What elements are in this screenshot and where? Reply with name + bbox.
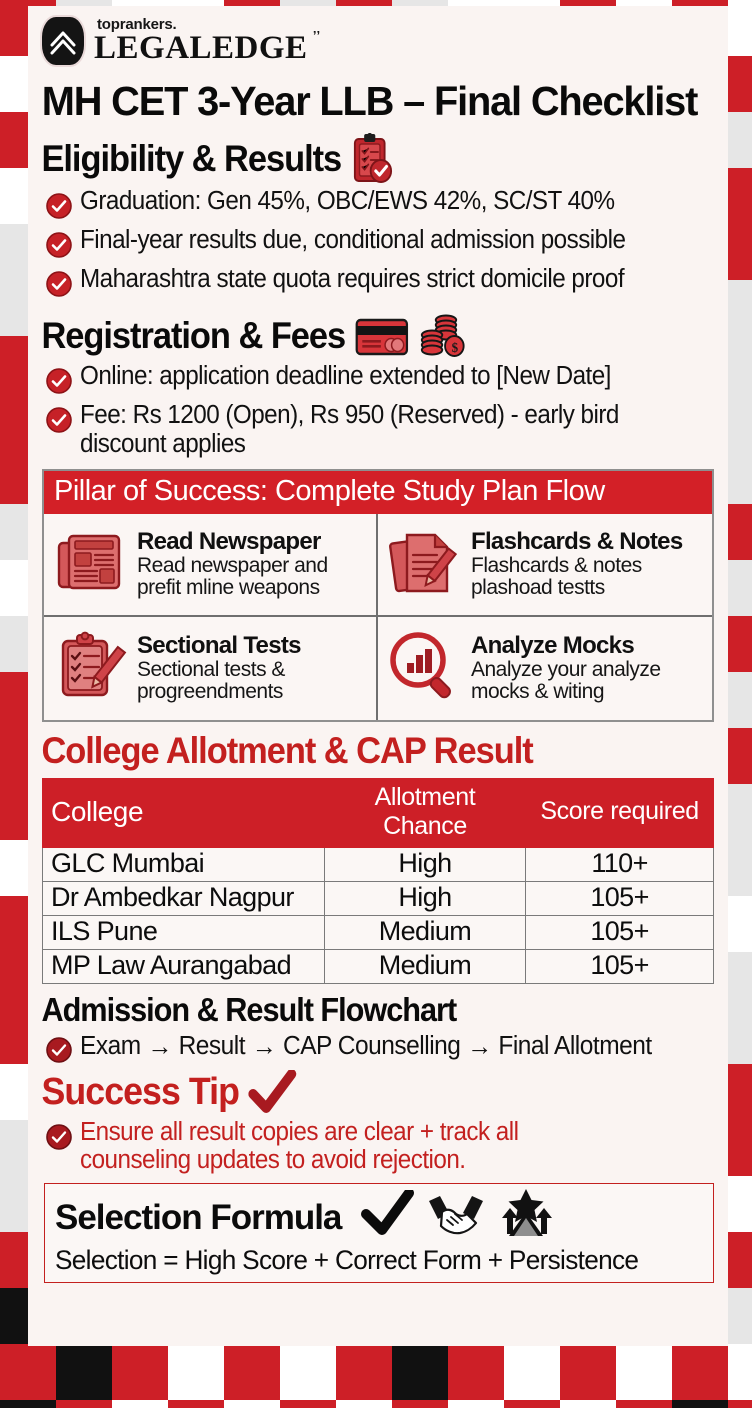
checker-tile [56,1344,112,1400]
checker-tile [728,784,752,840]
newspaper-icon [53,525,127,604]
selection-formula-equation: Selection = High Score + Correct Form + Persistence [55,1245,639,1276]
checker-tile [560,1400,616,1408]
checker-tile [728,1064,752,1120]
selection-formula-icons [361,1188,555,1247]
coins-icon [418,312,466,360]
section-heading-flowchart [34,991,674,1029]
selection-formula-heading-row [55,1188,703,1247]
pillar-title: Pillar of Success: Complete Study Plan Flow [44,471,712,514]
checker-tile [224,1344,280,1400]
check-circle-icon [46,407,72,438]
section-heading-registration-label: Registration & Fees [41,315,346,356]
checker-tile [728,1400,752,1408]
checker-tile [504,1344,560,1400]
checker-tile [728,616,752,672]
cell-score: 105+ [526,949,714,983]
list-item-label: Maharashtra state quota requires strict domicile proof [80,265,625,293]
pillar-cell-text [137,529,370,599]
check-circle-icon [46,271,72,302]
checker-tile [504,1400,560,1408]
flowchart-steps [80,1031,652,1062]
checker-tile [728,168,752,224]
section-heading-eligibility-label: Eligibility & Results [41,138,342,179]
list-item [46,362,722,399]
check-circle-icon [46,1124,72,1155]
flow-step-2: Result [178,1031,246,1060]
allotment-table [42,778,714,984]
pillar-card-desc: Sectional tests & progreendments [137,658,285,704]
checker-tile [672,1344,728,1400]
checker-tile [728,896,752,952]
cell-college: GLC Mumbai [43,847,325,881]
flow-step-4: Final Allotment [498,1031,652,1060]
pillar-card-heading: Read Newspaper [137,527,321,555]
checker-tile [728,1120,752,1176]
checker-tile [392,1344,448,1400]
cell-score: 105+ [526,915,714,949]
cell-chance: Medium [324,949,525,983]
check-circle-icon [46,1037,72,1068]
brand-top-label: toprankers. [97,16,177,34]
checker-tile [280,1344,336,1400]
checker-tile [112,1344,168,1400]
pillar-card-heading: Analyze Mocks [471,631,634,659]
checker-tile [728,672,752,728]
checker-tile [616,1400,672,1408]
magnifier-chart-icon [387,629,461,708]
shield-chevron-icon [42,17,84,65]
svg-text:$: $ [451,339,457,356]
check-circle-icon [46,232,72,263]
checker-tile [728,112,752,168]
table-header-row [43,778,714,847]
pillar-card-heading: Flashcards & Notes [471,527,683,555]
column-header-allotment-chance: Allotment Chance [324,778,525,847]
arrow-right-icon: → [251,1030,277,1061]
checker-tile [448,1344,504,1400]
table-body [43,847,714,983]
section-heading-registration [34,312,674,360]
list-item [46,1118,722,1176]
credit-card-icon [354,315,410,357]
checker-tile [728,504,752,560]
registration-bullet-list [34,362,722,459]
clipboard-check-icon [350,133,393,185]
checker-tile [728,1232,752,1288]
chevron-logo-glyph [49,26,77,56]
brand-header [34,10,722,72]
pillar-of-success-card [42,469,714,722]
pillar-cell-read-newspaper [44,514,378,617]
cell-score: 105+ [526,881,714,915]
pillar-card-desc: Analyze your analyze mocks & witing [471,658,661,704]
checker-tile [728,728,752,784]
checker-tile [0,1344,56,1400]
checker-tile [728,1176,752,1232]
list-item [46,265,722,302]
check-circle-icon [46,368,72,399]
checker-tile [224,1400,280,1408]
checker-tile [728,1288,752,1344]
success-tip-list [34,1118,722,1176]
brand-name-label [94,28,321,67]
list-item [46,1031,722,1068]
check-mark-icon [361,1190,415,1245]
checker-tile [728,56,752,112]
checker-tile [728,1344,752,1400]
column-header-score-required: Score required [526,778,714,847]
checker-tile [336,1400,392,1408]
table-row [43,915,714,949]
section-heading-success-tip-label: Success Tip [41,1071,240,1114]
checker-tile [448,1400,504,1408]
checker-tile [728,1008,752,1064]
brand-name-text: LEGALEDGE [94,30,308,67]
pillar-card-desc: Flashcards & notes plashoad testts [471,554,642,600]
pillar-cell-text [137,633,370,703]
table-header [43,778,714,847]
cell-college: MP Law Aurangabad [43,949,325,983]
pillar-card-desc: Read newspaper and prefit mline weapons [137,554,328,600]
selection-formula-box [44,1183,714,1283]
checker-tile [0,1400,56,1408]
checker-tile [392,1400,448,1408]
brand-wordmark [94,16,321,67]
checker-tile [560,1344,616,1400]
checker-tile [112,1400,168,1408]
cell-score: 110+ [526,847,714,881]
cell-chance: Medium [324,915,525,949]
checker-tile [56,1400,112,1408]
section-heading-success-tip [34,1070,681,1116]
table-row [43,881,714,915]
table-row [43,847,714,881]
checker-tile [280,1400,336,1408]
checker-tile [728,224,752,280]
cell-chance: High [324,881,525,915]
checker-tile [616,1344,672,1400]
page-title: MH CET 3-Year LLB – Final Checklist [41,78,698,124]
flow-step-3: CAP Counselling [283,1031,461,1060]
list-item [46,226,722,263]
check-circle-icon [46,193,72,224]
pillar-cell-text [471,633,706,703]
table-row [43,949,714,983]
column-header-college: College [43,778,325,847]
check-mark-icon [248,1070,297,1116]
list-item [46,401,722,459]
section-heading-allotment [34,730,674,772]
section-heading-flowchart-label: Admission & Result Flowchart [41,990,457,1028]
brand-trademark: ’’ [312,28,321,44]
list-item-label: Online: application deadline extended to [New Date] [80,362,611,390]
cell-college: Dr Ambedkar Nagpur [43,881,325,915]
pillar-card-heading: Sectional Tests [137,631,301,659]
handshake-icon [425,1190,487,1245]
flowchart-list [34,1031,722,1068]
list-item-label: Final-year results due, conditional admission possible [80,226,626,254]
checker-tile [728,336,752,392]
star-rising-icon [497,1188,555,1247]
list-item-label: Graduation: Gen 45%, OBC/EWS 42%, SC/ST 40% [80,187,615,215]
checker-tile [728,280,752,336]
checker-tile [728,0,752,56]
selection-formula-heading: Selection Formula [55,1197,342,1237]
pillar-cell-analyze-mocks [378,617,712,720]
pillar-cell-text [471,529,706,599]
notes-pencil-icon [387,525,461,604]
poster-content-panel [28,6,728,1346]
pillar-cell-sectional-tests [44,617,378,720]
list-item-label: Fee: Rs 1200 (Open), Rs 950 (Reserved) - early bird discount applies [80,401,619,458]
checker-tile [728,560,752,616]
checker-tile [168,1344,224,1400]
section-heading-eligibility [34,133,674,185]
eligibility-bullet-list [34,187,722,302]
arrow-right-icon: → [147,1030,172,1061]
flow-step-1: Exam [80,1031,141,1060]
checker-tile [672,1400,728,1408]
checker-tile [728,392,752,448]
checker-tile [336,1344,392,1400]
list-item [46,187,722,224]
cell-college: ILS Pune [43,915,325,949]
clipboard-pencil-icon [53,629,127,708]
section-heading-allotment-label: College Allotment & CAP Result [41,729,533,771]
checker-tile [168,1400,224,1408]
pillar-cell-flashcards-notes [378,514,712,617]
list-item-label: Ensure all result copies are clear + track all counseling updates to avoid rejection. [80,1117,519,1175]
cell-chance: High [324,847,525,881]
pillar-grid [44,514,712,720]
checker-tile [728,840,752,896]
checker-tile [728,448,752,504]
checker-tile [728,952,752,1008]
arrow-right-icon: → [467,1030,492,1061]
